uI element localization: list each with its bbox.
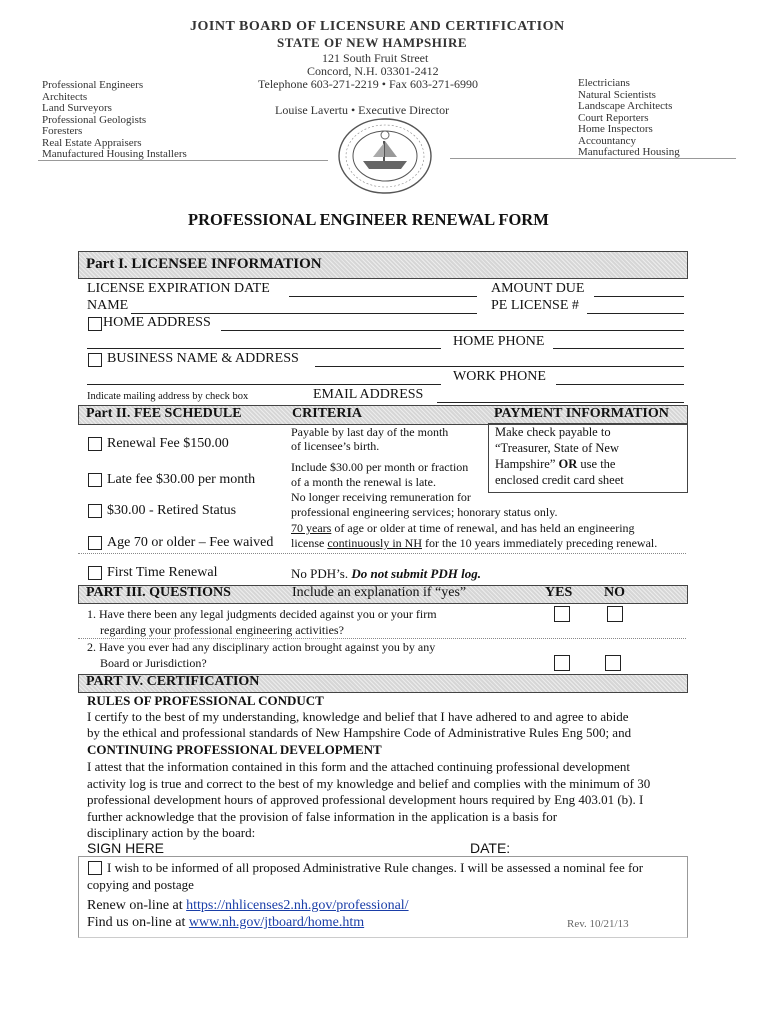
profession-item: Foresters — [42, 125, 83, 137]
cpd-text — [87, 759, 650, 842]
profession-item: Accountancy — [578, 134, 637, 147]
renewal-criteria-line: Payable by last day of the month — [291, 425, 449, 439]
criteria-heading: CRITERIA — [292, 406, 363, 421]
first-time-checkbox[interactable] — [88, 566, 102, 580]
profession-item: Court Reporters — [578, 111, 649, 124]
home-address-label: HOME ADDRESS — [103, 315, 211, 330]
profession-item: Professional Engineers — [42, 79, 144, 91]
work-phone-field[interactable] — [556, 384, 684, 385]
home-address-field[interactable] — [221, 330, 684, 331]
renewal-criteria-line: of licensee’s birth. — [291, 439, 380, 453]
part1-heading: Part I. LICENSEE INFORMATION — [86, 256, 322, 272]
director: Louise Lavertu • Executive Director — [275, 103, 450, 117]
part3-heading: PART III. QUESTIONS — [86, 585, 231, 600]
renewal-fee-checkbox[interactable] — [88, 437, 102, 451]
find-online-label: Find us on-line at — [87, 915, 189, 930]
payment-line: Make check payable to — [495, 425, 611, 439]
rules-text — [87, 709, 631, 741]
renew-online — [87, 898, 409, 914]
late-criteria-line: of a month the renewal is late. — [291, 475, 436, 489]
city-address: Concord, N.H. 03301-2412 — [307, 64, 439, 78]
amount-due-field[interactable] — [594, 296, 684, 297]
age70-label: Age 70 or older – Fee waived — [107, 535, 274, 550]
part2-heading: Part II. FEE SCHEDULE — [86, 406, 242, 421]
age70-license: license — [291, 536, 328, 550]
part4-heading: PART IV. CERTIFICATION — [86, 674, 260, 689]
profession-item: Electricians — [578, 77, 630, 89]
revision-date: Rev. 10/21/13 — [567, 918, 629, 930]
first-time-label: First Time Renewal — [107, 565, 218, 580]
header-divider-left — [38, 160, 328, 161]
profession-item: Landscape Architects — [578, 100, 673, 112]
question-1-no-checkbox[interactable] — [607, 606, 623, 622]
no-heading: NO — [604, 585, 625, 600]
signature-field[interactable] — [178, 856, 462, 857]
payment-line: “Treasurer, State of New — [495, 441, 619, 455]
work-phone-label: WORK PHONE — [453, 369, 546, 384]
renew-online-link[interactable]: https://nhlicenses2.nh.gov/professional/ — [186, 898, 409, 913]
payment-heading: PAYMENT INFORMATION — [494, 406, 669, 421]
age70-checkbox[interactable] — [88, 536, 102, 550]
retired-criteria-line: No longer receiving remuneration for — [291, 490, 471, 504]
retired-label: $30.00 - Retired Status — [107, 503, 237, 518]
include-explanation-note: Include an explanation if “yes” — [292, 585, 467, 600]
rules-text-line: by the ethical and professional standards of New Hampshire Code of Administrative Rules Eng 500; and — [87, 725, 632, 740]
age70-continuously: continuously in NH — [327, 536, 422, 550]
sign-here-label: SIGN HERE — [87, 840, 165, 856]
profession-item: Architects — [42, 90, 88, 103]
left-profession-list — [42, 80, 187, 161]
profession-item: Professional Geologists — [42, 113, 147, 126]
yes-heading: YES — [545, 585, 573, 600]
form-title: PROFESSIONAL ENGINEER RENEWAL FORM — [188, 210, 549, 229]
name-label: NAME — [87, 298, 129, 313]
cpd-text-line: activity log is true and correct to the best of my knowledge and belief and complies with the minimum of 30 — [87, 775, 651, 791]
license-expiration-label: LICENSE EXPIRATION DATE — [87, 281, 270, 296]
mailing-note: Indicate mailing address by check box — [87, 391, 249, 402]
rule-changes-line: I wish to be informed of all proposed Administrative Rule changes. I will be assessed a nominal fee for — [107, 860, 644, 875]
late-fee-label: Late fee $30.00 per month — [107, 472, 256, 487]
name-field[interactable] — [131, 313, 477, 314]
question-1-yes-checkbox[interactable] — [554, 606, 570, 622]
phone-fax: Telephone 603-271-2219 • Fax 603-271-6990 — [258, 77, 478, 91]
cpd-text-line: further acknowledge that the provision of false information in the application is a basis for — [87, 808, 558, 824]
first-time-no-pdh: No PDH’s. — [291, 566, 352, 581]
retired-checkbox[interactable] — [88, 504, 102, 518]
renewal-fee-label: Renewal Fee $150.00 — [107, 436, 229, 451]
retired-criteria-line: professional engineering services; honorary status only. — [291, 505, 558, 519]
header-divider-right — [450, 158, 736, 159]
cpd-heading: CONTINUING PROFESSIONAL DEVELOPMENT — [87, 742, 382, 757]
age70-text: of age or older at time of renewal, and has held an engineering — [331, 521, 635, 535]
age70-criteria-line — [291, 521, 635, 536]
find-online — [87, 915, 364, 931]
pe-license-field[interactable] — [587, 313, 684, 314]
amount-due-label: AMOUNT DUE — [491, 281, 585, 296]
payment-payee: Hampshire” — [495, 457, 556, 471]
question-1-line: 1. Have there been any legal judgments decided against you or your firm — [87, 607, 437, 621]
payment-line: enclosed credit card sheet — [495, 473, 624, 487]
question-divider — [78, 638, 686, 639]
first-time-criteria — [291, 566, 481, 582]
payment-use: use the — [580, 457, 616, 471]
home-phone-label: HOME PHONE — [453, 334, 545, 349]
date-field[interactable] — [518, 856, 684, 857]
home-address-checkbox[interactable] — [88, 317, 102, 331]
rule-changes-checkbox[interactable] — [88, 861, 102, 875]
question-2-line: 2. Have you ever had any disciplinary action brought against you by any — [87, 640, 436, 654]
question-2-no-checkbox[interactable] — [605, 655, 621, 671]
business-address-checkbox[interactable] — [88, 353, 102, 367]
email-field[interactable] — [437, 402, 684, 403]
cpd-text-line: I attest that the information contained in this form and the attached continuing professional development — [87, 759, 630, 774]
age70-tail: for the 10 years immediately preceding renewal. — [422, 536, 658, 550]
profession-item: Real Estate Appraisers — [42, 136, 142, 149]
question-1-line: regarding your professional engineering activities? — [100, 623, 344, 637]
rules-heading: RULES OF PROFESSIONAL CONDUCT — [87, 693, 324, 708]
rule-changes-line: copying and postage — [87, 877, 194, 892]
first-time-do-not-submit: Do not submit PDH log. — [351, 566, 481, 581]
date-label: DATE: — [470, 840, 511, 856]
payment-line — [495, 457, 615, 472]
payment-or: OR — [558, 457, 578, 471]
age70-criteria-line — [291, 536, 657, 551]
email-label: EMAIL ADDRESS — [313, 387, 424, 402]
license-expiration-field[interactable] — [289, 296, 477, 297]
cpd-text-line: professional development hours of approved professional development hours required by Eng 403.01 (b). I — [87, 792, 644, 807]
business-address-label: BUSINESS NAME & ADDRESS — [107, 351, 299, 366]
question-2-line: Board or Jurisdiction? — [100, 656, 207, 670]
renew-online-label: Renew on-line at — [87, 898, 187, 913]
profession-item: Manufactured Housing Installers — [42, 148, 187, 160]
cpd-text-line: disciplinary action by the board: — [87, 825, 256, 840]
profession-item: Land Surveyors — [42, 102, 112, 114]
late-fee-checkbox[interactable] — [88, 473, 102, 487]
profession-item: Manufactured Housing — [578, 146, 680, 158]
late-criteria-line: Include $30.00 per month or fraction — [291, 460, 469, 474]
state-name: STATE OF NEW HAMPSHIRE — [277, 35, 468, 50]
home-address-field-line2[interactable] — [87, 348, 441, 349]
right-profession-list — [578, 78, 680, 159]
profession-item: Home Inspectors — [578, 123, 653, 135]
pe-license-label: PE LICENSE # — [491, 298, 579, 313]
business-address-field-line2[interactable] — [87, 384, 441, 385]
rules-text-line: I certify to the best of my understanding, knowledge and belief that I have adhered to and agree to abide — [87, 709, 629, 724]
find-online-link[interactable]: www.nh.gov/jtboard/home.htm — [188, 915, 365, 930]
state-seal-icon — [337, 117, 433, 195]
profession-item: Natural Scientists — [578, 88, 656, 101]
board-name: JOINT BOARD OF LICENSURE AND CERTIFICATION — [190, 19, 565, 34]
question-2-yes-checkbox[interactable] — [554, 655, 570, 671]
street-address: 121 South Fruit Street — [322, 51, 429, 65]
home-phone-field[interactable] — [553, 348, 684, 349]
business-address-field[interactable] — [315, 366, 684, 367]
age70-years: 70 years — [291, 521, 332, 535]
part2-divider — [78, 553, 686, 554]
